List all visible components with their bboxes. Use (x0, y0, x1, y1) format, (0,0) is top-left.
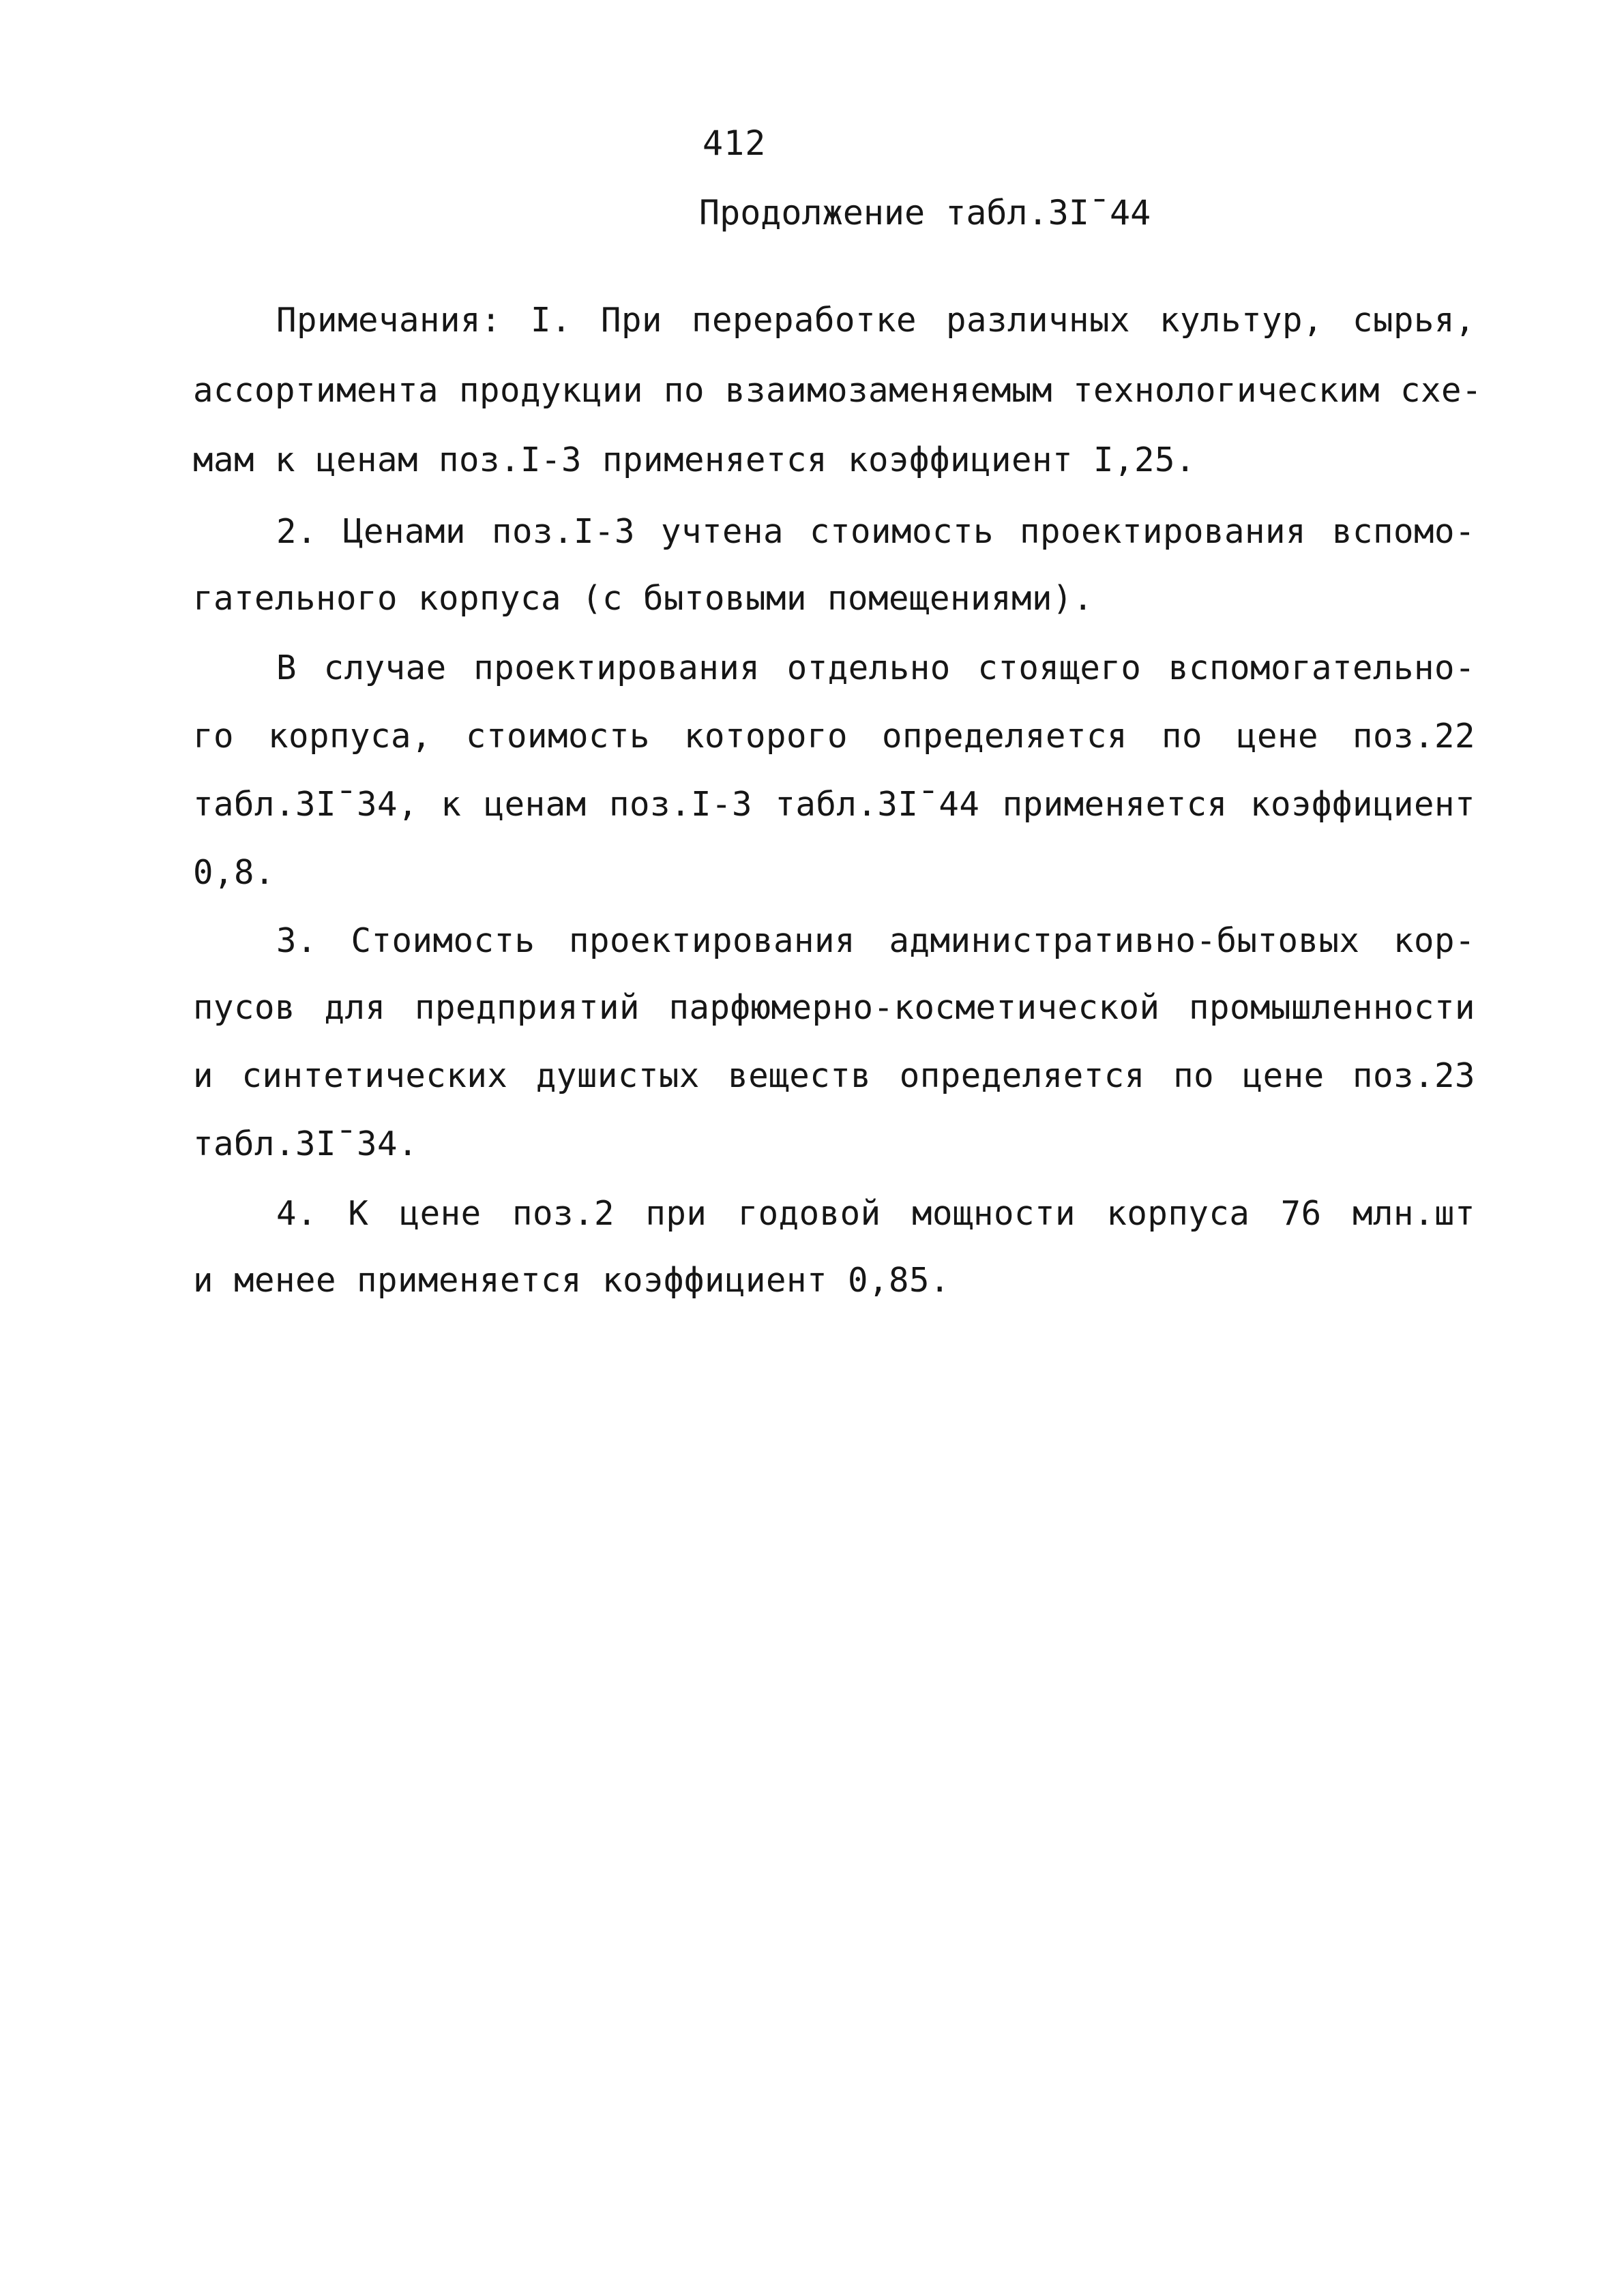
note-1-line-1: Примечания: I. При переработке различных культур, сырья, (276, 301, 1475, 340)
note-2b-line-2: го корпуса, стоимость которого определяется по цене поз.22 (193, 717, 1475, 756)
note-3-line-4: табл.3I¯34. (193, 1124, 419, 1163)
note-1-line-2: ассортимента продукции по взаимозаменяемым технологическим схе- (193, 371, 1483, 410)
note-3-line-1: 3. Стоимость проектирования административно-бытовых кор- (276, 921, 1475, 960)
note-2b-line-3: табл.3I¯34, к ценам поз.I-3 табл.3I¯44 применяется коэффициент (193, 785, 1475, 824)
note-3-line-2: пусов для предприятий парфюмерно-косметической промышленности (193, 988, 1475, 1027)
note-4-line-1: 4. К цене поз.2 при годовой мощности корпуса 76 млн.шт (276, 1194, 1475, 1233)
note-2b-line-1: В случае проектирования отдельно стоящего вспомогательно- (276, 648, 1475, 687)
note-3-line-3: и синтетических душистых веществ определяется по цене поз.23 (193, 1056, 1475, 1095)
note-2b-line-4: 0,8. (193, 853, 276, 892)
note-4-line-2: и менее применяется коэффициент 0,85. (193, 1261, 951, 1300)
note-2-line-1: 2. Ценами поз.I-3 учтена стоимость проектирования вспомо- (276, 512, 1475, 551)
note-2-line-2: гательного корпуса (с бытовыми помещениями). (193, 579, 1094, 618)
note-1-line-3: мам к ценам поз.I-3 применяется коэффициент I,25. (193, 441, 1196, 479)
page-number: 412 (703, 123, 767, 163)
table-continuation-heading: Продолжение табл.3I¯44 (699, 193, 1151, 233)
